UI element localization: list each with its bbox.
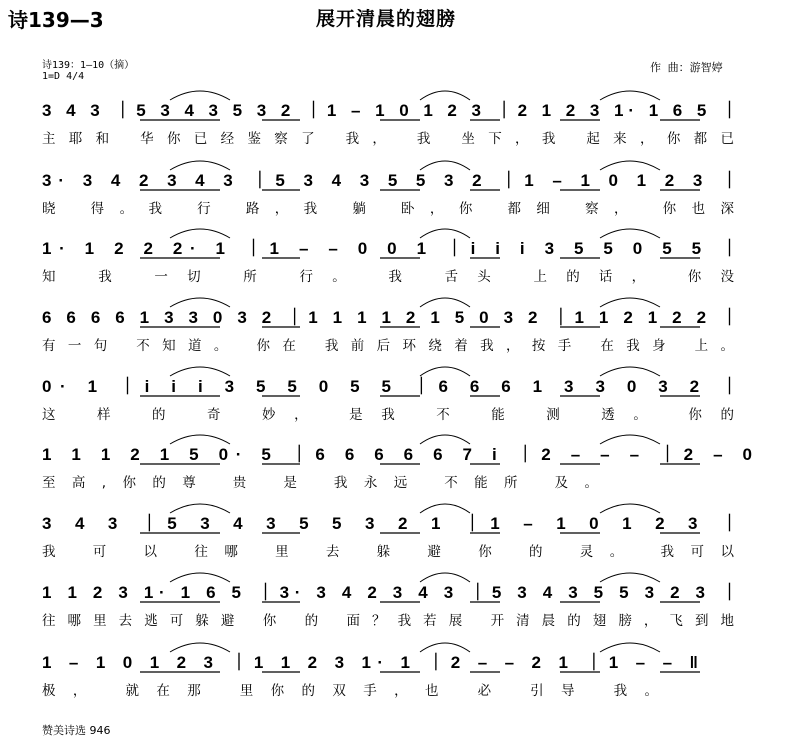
slur-arc bbox=[600, 298, 660, 307]
slur-arc bbox=[420, 435, 470, 444]
slur-arc bbox=[170, 91, 230, 100]
notes-line-7: 3 4 3 ｜5 3 4 3 5 5 3 2 1 ｜1 – 1 0 1 2 3 ｜ bbox=[42, 514, 738, 533]
system-4 bbox=[42, 298, 738, 354]
slur-arc bbox=[600, 161, 660, 170]
notes-line-3: 1· 1 2 2 2· 1 ｜1 – – 0 0 1 ｜i i i 3 5 5 0 5 5 ｜ bbox=[42, 239, 738, 258]
slur-arc bbox=[420, 643, 470, 652]
notes-line-8: 1 1 2 3 1· 1 6 5 ｜3· 3 4 2 3 4 3 ｜5 3 4 3 5 5 3 2 3 ｜ bbox=[42, 583, 738, 602]
slur-arc bbox=[420, 573, 470, 582]
slur-arc bbox=[170, 435, 230, 444]
notes-line-6: 1 1 1 2 1 5 0· 5 ｜6 6 6 6 6 7 i ｜2 – – – ｜2 – 0 bbox=[42, 445, 752, 464]
lyrics-line-9: 极， 就在那 里你的双手，也 必 引导 我。 bbox=[42, 683, 662, 699]
slur-arc bbox=[600, 435, 660, 444]
system-5 bbox=[42, 367, 738, 423]
slur-arc bbox=[600, 229, 660, 238]
system-2 bbox=[42, 161, 738, 217]
hymn-number: 诗139—3 bbox=[8, 8, 104, 32]
system-1 bbox=[42, 91, 738, 147]
slur-arc bbox=[420, 504, 470, 513]
slur-arc bbox=[420, 161, 470, 170]
notes-line-2: 3· 3 4 2 3 4 3 ｜5 3 4 3 5 5 3 2 ｜1 – 1 0 1 2 3 ｜ bbox=[42, 171, 739, 190]
slur-arc bbox=[170, 161, 230, 170]
notes-line-4: 6 6 6 6 1 3 3 0 3 2 ｜1 1 1 1 2 1 5 0 3 2 ｜1 1 2 1 2 2 ｜ bbox=[42, 308, 738, 327]
lyrics-line-5: 这 样 的 奇 妙， 是我 不 能 测 透。 你的 bbox=[42, 407, 738, 423]
slur-arc bbox=[420, 91, 470, 100]
slur-arc bbox=[600, 91, 660, 100]
slur-arc bbox=[600, 367, 660, 376]
notes-line-5: 0· 1 ｜i i i 3 5 5 0 5 5 ｜6 6 6 1 3 3 0 3 2 ｜ bbox=[42, 377, 738, 396]
lyrics-line-1: 主耶和 华你已经鉴察了 我， 我 坐下，我 起来，你都已 bbox=[42, 131, 738, 147]
key-signature: 1=D 4/4 bbox=[42, 71, 85, 82]
slur-arc bbox=[170, 573, 230, 582]
slur-arc bbox=[170, 504, 230, 513]
lyrics-line-3: 知 我 一切 所 行。 我 舌头 上的话， 你没 bbox=[42, 269, 738, 285]
lyrics-line-4: 有一句 不知道。 你在 我前后环绕着我，按手 在我身 上。 bbox=[42, 338, 739, 354]
lyrics-line-6: 至高,你的尊 贵 是 我永远 不能所 及。 bbox=[42, 475, 603, 491]
composer-credit: 作 曲：游智婷 bbox=[650, 61, 723, 74]
system-7 bbox=[42, 504, 738, 560]
slur-arc bbox=[600, 504, 660, 513]
slur-arc bbox=[170, 298, 230, 307]
system-9 bbox=[42, 643, 700, 699]
slur-arc bbox=[420, 367, 470, 376]
system-3 bbox=[42, 229, 738, 285]
scripture-reference: 诗139：1—10（摘） bbox=[42, 60, 135, 71]
book-footer: 赞美诗选 946 bbox=[42, 724, 111, 737]
slur-arc bbox=[170, 367, 230, 376]
slur-arc bbox=[420, 298, 470, 307]
lyrics-line-8: 往哪里去逃可躲避 你 的 面？我若展 开清晨的翅膀，飞到地 bbox=[42, 613, 738, 629]
system-8 bbox=[42, 573, 738, 629]
notes-line-9: 1 – 1 0 1 2 3 ｜1 1 2 3 1· 1 ｜2 – – 2 1 ｜1 – – ‖ bbox=[42, 653, 699, 672]
slur-arc bbox=[600, 573, 660, 582]
slur-arc bbox=[600, 643, 660, 652]
slur-arc bbox=[170, 229, 230, 238]
system-6 bbox=[42, 435, 752, 491]
lyrics-line-7: 我 可 以 往哪 里 去 躲 避 你 的 灵。 我可以 bbox=[42, 544, 738, 560]
slur-arc bbox=[420, 229, 470, 238]
notes-line-1: 3 4 3 ｜5 3 4 3 5 3 2 ｜1 – 1 0 1 2 3 ｜2 1 2 3 1· 1 6 5 ｜ bbox=[42, 101, 739, 120]
lyrics-line-2: 晓 得。我 行 路，我 躺 卧，你 都细 察， 你也深 bbox=[42, 201, 738, 217]
slur-arc bbox=[170, 643, 230, 652]
page-title: 展开清晨的翅膀 bbox=[316, 8, 457, 30]
